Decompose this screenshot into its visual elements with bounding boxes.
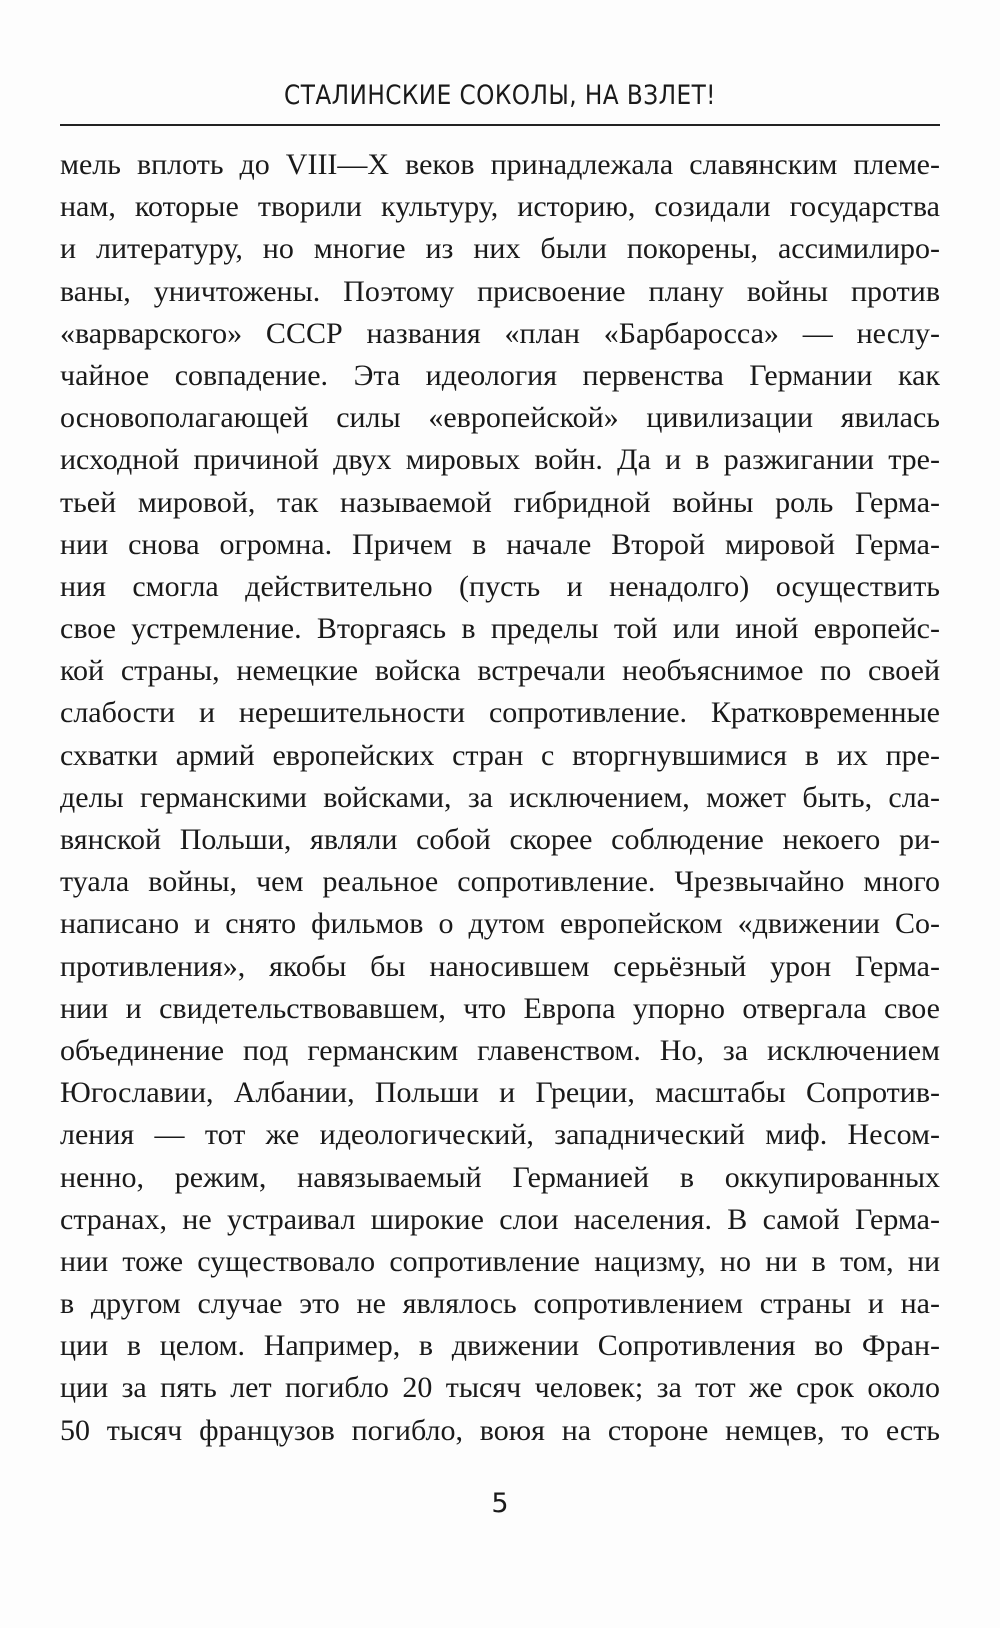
page-number: 5 (491, 1488, 509, 1519)
text-line: ненно, режим, навязываемый Германией в оккупированных (60, 1160, 940, 1194)
text-line: 50 тысяч французов погибло, воюя на стороне немцев, то есть (60, 1413, 940, 1447)
text-line: противления», якобы бы наносившем серьёзный урон Герма- (60, 949, 940, 983)
text-line: слабости и нерешительности сопротивление. Кратковременные (60, 696, 940, 730)
text-line: «варварского» СССР названия «план «Барбаросса» — неслу- (60, 316, 940, 350)
text-line: ваны, уничтожены. Поэтому присвоение плану войны против (60, 274, 940, 308)
text-line: в другом случае это не являлось сопротивлением страны и на- (60, 1287, 940, 1321)
text-line: Югославии, Албании, Польши и Греции, масштабы Сопротив- (60, 1076, 940, 1110)
text-line: нии и свидетельствовавшем, что Европа упорно отвергала свое (60, 991, 940, 1025)
text-line: нам, которые творили культуру, историю, созидали государства (60, 190, 940, 224)
text-line: нии снова огромна. Причем в начале Второй мировой Герма- (60, 527, 940, 561)
text-line: объединение под германским главенством. Но, за исключением (60, 1033, 940, 1067)
running-title: СТАЛИНСКИЕ СОКОЛЫ, НА ВЗЛЕТ! (284, 80, 716, 111)
text-line: ления — тот же идеологический, западнический миф. Несом- (60, 1118, 940, 1152)
text-line: вянской Польши, являли собой скорее соблюдение некоего ри- (60, 823, 940, 856)
text-line: схватки армий европейских стран с вторгнувшимися в их пре- (60, 738, 940, 772)
text-line: ции в целом. Например, в движении Сопротивления во Фран- (60, 1329, 940, 1363)
text-line: написано и снято фильмов о дутом европейском «движении Со- (60, 907, 940, 941)
header-rule (60, 124, 940, 126)
text-line: чайное совпадение. Эта идеология первенства Германии как (60, 358, 940, 392)
text-line: тьей мировой, так называемой гибридной войны роль Герма- (60, 485, 940, 519)
text-line: мель вплоть до VIII—X веков принадлежала славянским племе- (60, 148, 940, 181)
text-line: туала войны, чем реальное сопротивление. Чрезвычайно много (60, 865, 940, 899)
text-line: делы германскими войсками, за исключением, может быть, сла- (60, 780, 940, 814)
text-line: основополагающей силы «европейской» цивилизации явилась (60, 401, 940, 435)
text-line: свое устремление. Вторгаясь в пределы той или иной европейс- (60, 612, 940, 646)
text-line: странах, не устраивал широкие слои населения. В самой Герма- (60, 1202, 940, 1236)
text-line: нии тоже существовало сопротивление нацизму, но ни в том, ни (60, 1244, 940, 1278)
body-text (60, 144, 940, 1452)
text-line: и литературу, но многие из них были покорены, ассимилиро- (60, 232, 940, 266)
text-line: ния смогла действительно (пусть и ненадолго) осуществить (60, 569, 940, 603)
text-line: кой страны, немецкие войска встречали необъяснимое по своей (60, 654, 940, 688)
text-line: ции за пять лет погибло 20 тысяч человек; за тот же срок около (60, 1371, 940, 1405)
text-line: исходной причиной двух мировых войн. Да и в разжигании тре- (60, 443, 940, 477)
